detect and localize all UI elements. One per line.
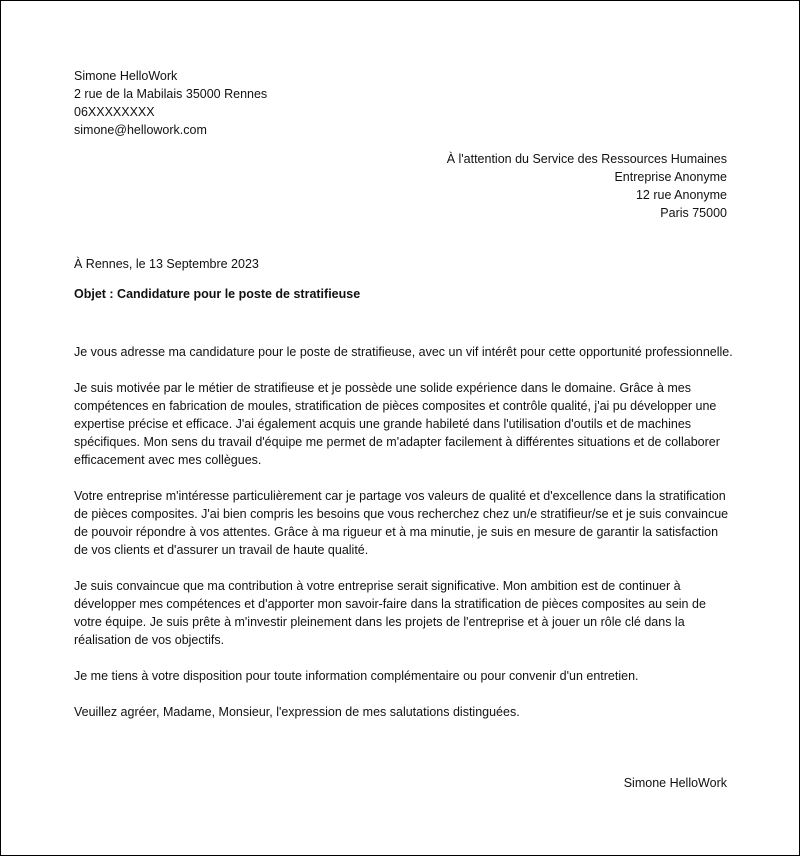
sender-name: Simone HelloWork bbox=[74, 69, 178, 83]
body-paragraph: Votre entreprise m'intéresse particulièrement car je partage vos valeurs de qualité et d'excellence dans la stratification de pièces composites. J'ai bien compris les besoins que vous recherchez chez un/e stratifieur/se et je suis convaincue de pouvoir répondre à vos attentes. Grâce à ma rigueur et à ma minutie, je suis en mesure de garantir la satisfaction de vos clients et d'assurer un travail de haute qualité. bbox=[74, 489, 729, 557]
letter-body bbox=[74, 343, 734, 739]
body-paragraph: Je me tiens à votre disposition pour toute information complémentaire ou pour convenir d'un entretien. bbox=[74, 669, 639, 683]
sender-phone: 06XXXXXXXX bbox=[74, 105, 155, 119]
recipient-street: 12 rue Anonyme bbox=[635, 188, 727, 202]
recipient-city: Paris 75000 bbox=[660, 206, 727, 220]
body-paragraph: Je vous adresse ma candidature pour le poste de stratifieuse, avec un vif intérêt pour cette opportunité professionnelle. bbox=[74, 345, 733, 359]
closing-paragraph: Veuillez agréer, Madame, Monsieur, l'expression de mes salutations distinguées. bbox=[74, 705, 520, 719]
sender-email: simone@hellowork.com bbox=[74, 123, 207, 137]
recipient-attention: À l'attention du Service des Ressources Humaines bbox=[446, 152, 727, 166]
subject-line: Objet : Candidature pour le poste de stratifieuse bbox=[74, 287, 361, 301]
date-line: À Rennes, le 13 Septembre 2023 bbox=[74, 257, 259, 271]
sender-block bbox=[74, 67, 267, 139]
body-paragraph: Je suis convaincue que ma contribution à votre entreprise serait significative. Mon ambition est de continuer à développer mes compétences et d'apporter mon savoir-faire dans la stratification de pièces composites au sein de votre équipe. Je suis prête à m'investir pleinement dans les projets de l'entreprise et à jouer un rôle clé dans la réalisation de vos objectifs. bbox=[74, 579, 706, 647]
signature: Simone HelloWork bbox=[623, 776, 727, 790]
sender-address: 2 rue de la Mabilais 35000 Rennes bbox=[74, 87, 268, 101]
body-paragraph: Je suis motivée par le métier de stratifieuse et je possède une solide expérience dans le domaine. Grâce à mes compétences en fabrication de moules, stratification de pièces composites et contrôle qualité, j'ai pu développer une expertise précise et efficace. J'ai également acquis une grande habileté dans l'utilisation d'outils et de machines spécifiques. Mon sens du travail d'équipe me permet de m'adapter facilement à différentes situations et de collaborer efficacement avec mes collègues. bbox=[74, 381, 720, 467]
recipient-company: Entreprise Anonyme bbox=[614, 170, 727, 184]
recipient-block bbox=[447, 150, 727, 222]
